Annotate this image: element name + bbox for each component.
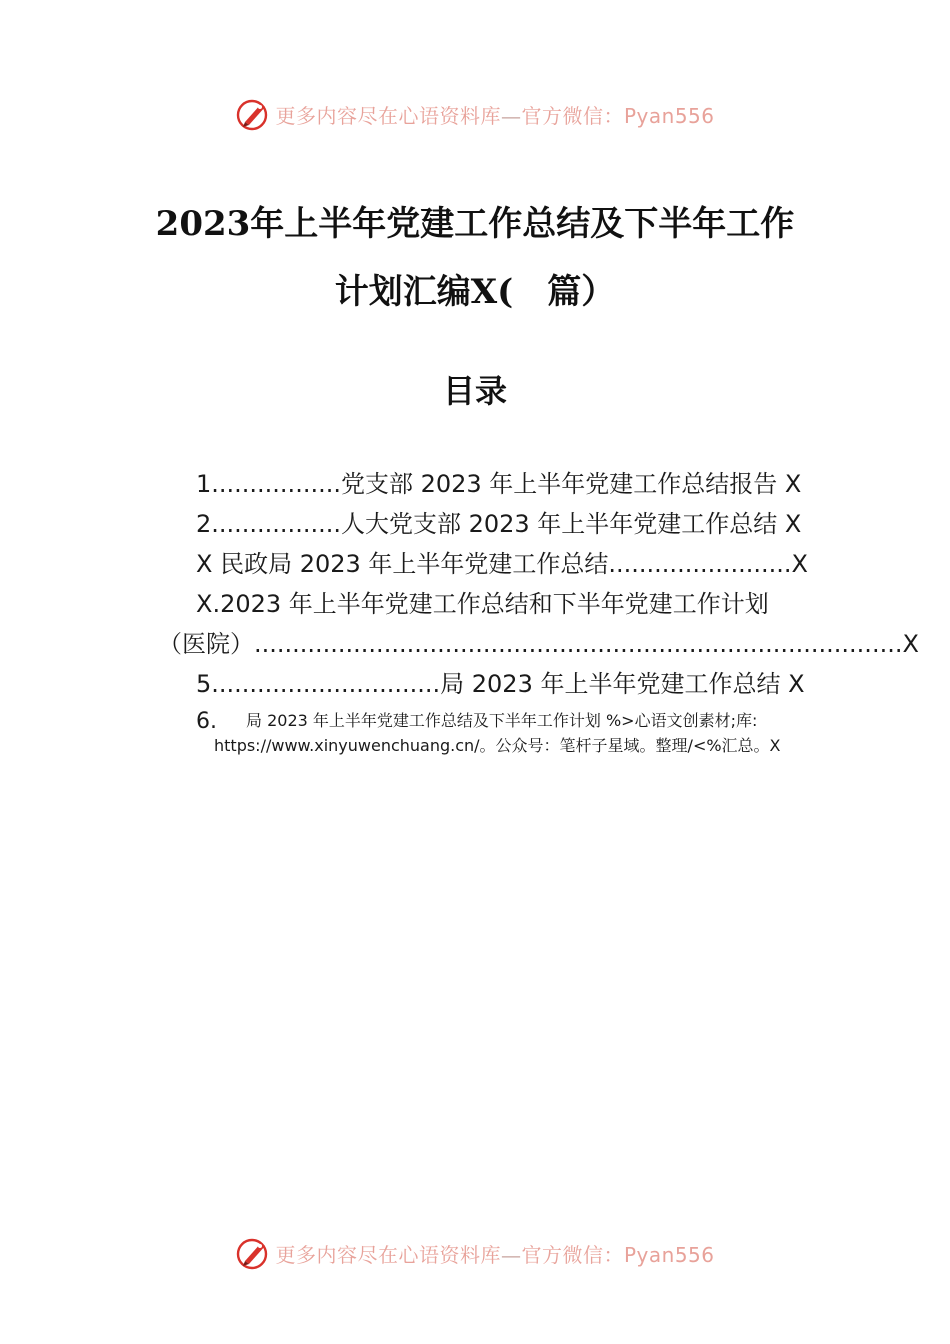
banner-separator: —: [500, 103, 522, 128]
toc-item-2[interactable]: 2.................人大党支部 2023 年上半年党建工作总结 X: [196, 510, 802, 538]
banner-wechat-label: 官方微信：: [521, 103, 624, 128]
toc-item-4-continuation[interactable]: （医院）.....................................................................................X: [158, 630, 919, 658]
header-banner-text: [275, 100, 714, 129]
toc-item-3[interactable]: X 民政局 2023 年上半年党建工作总结........................X: [196, 550, 808, 578]
toc-item-6-continuation[interactable]: https://www.xinyuwenchuang.cn/。公众号：笔杆子星域。整理/<%汇总。X: [214, 736, 781, 755]
banner-slogan: 更多内容尽在心语资料库: [275, 103, 501, 128]
toc-item-6[interactable]: 局 2023 年上半年党建工作总结及下半年工作计划 %>心语文创素材;库:: [246, 711, 758, 730]
toc-item-4[interactable]: X.2023 年上半年党建工作总结和下半年党建工作计划: [196, 590, 769, 618]
footer-banner: [0, 1233, 950, 1273]
banner-wechat-id: Pyan556: [623, 103, 715, 128]
pen-seal-logo-icon: [235, 1235, 271, 1271]
document-title-line1: 2023年上半年党建工作总结及下半年工作: [155, 204, 795, 244]
toc-item-6-number: 6.: [196, 709, 217, 734]
toc-item-1[interactable]: 1.................党支部 2023 年上半年党建工作总结报告 X: [196, 470, 802, 498]
toc-heading: 目录: [442, 372, 507, 410]
header-banner: [0, 94, 950, 134]
footer-banner-text: [275, 1239, 714, 1268]
toc-item-5[interactable]: 5..............................局 2023 年上半年党建工作总结 X: [196, 670, 805, 698]
banner-separator: —: [500, 1242, 522, 1267]
document-title-line2: 计划汇编X( 篇）: [334, 272, 616, 312]
banner-slogan: 更多内容尽在心语资料库: [275, 1242, 501, 1267]
banner-wechat-label: 官方微信：: [521, 1242, 624, 1267]
pen-seal-logo-icon: [235, 96, 271, 132]
banner-wechat-id: Pyan556: [623, 1242, 715, 1267]
